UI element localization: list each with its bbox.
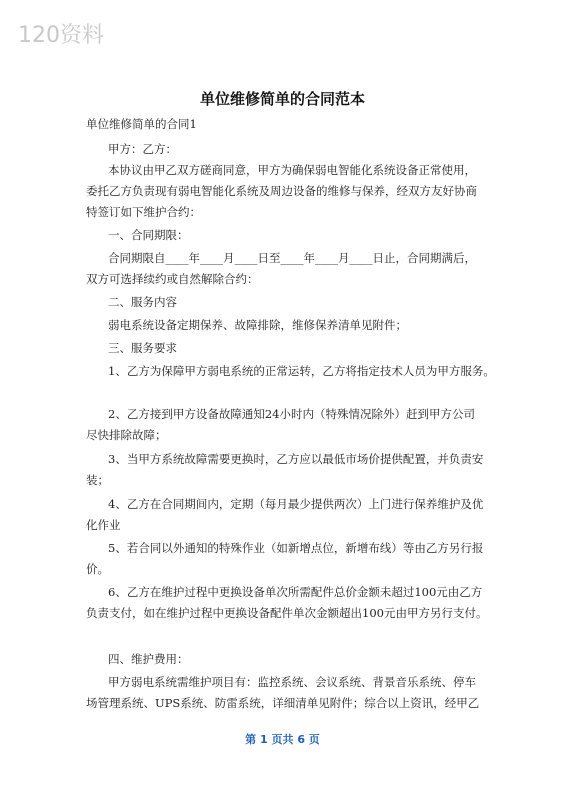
page-number: 第 1 页共 6 页	[245, 733, 320, 746]
paragraph-line: 2、乙方接到甲方设备故障通知24小时内（特殊情况除外）赶到甲方公司	[108, 407, 475, 421]
paragraph-line: 化作业	[86, 518, 121, 532]
section-heading: 一、合同期限：	[108, 228, 189, 242]
paragraph-line: 委托乙方负责现有弱电智能化系统及周边设备的维修与保养，经双方友好协商	[86, 184, 477, 198]
paragraph-line: 价。	[86, 562, 109, 576]
paragraph-line: 特签订如下维护合约：	[86, 205, 201, 219]
section-heading: 四、维护费用：	[108, 652, 189, 666]
paragraph-line: 5、若合同以外通知的特殊作业（如新增点位，新增布线）等由乙方另行报	[108, 541, 484, 555]
document-subtitle: 单位维修简单的合同1	[86, 117, 197, 131]
paragraph-line: 1、乙方为保障甲方弱电系统的正常运转，乙方将指定技术人员为甲方服务。	[108, 364, 495, 378]
paragraph-line: 6、乙方在维护过程中更换设备单次所需配件总价金额未超过100元由乙方	[108, 585, 483, 599]
paragraph-line: 负责支付，如在维护过程中更换设备配件单次金额超出100元由甲方另行支付。	[86, 606, 488, 620]
paragraph-line: 甲方弱电系统需维护项目有：监控系统、会议系统、背景音乐系统、停车	[108, 675, 476, 689]
paragraph-line: 弱电系统设备定期保养、故障排除，维修保养清单见附件；	[108, 318, 407, 332]
document-title: 单位维修简单的合同范本	[199, 90, 365, 108]
paragraph-line: 双方可选择续约或自然解除合约：	[86, 272, 259, 286]
paragraph-line: 合同期限自____年____月____日至____年____月____日止，合同期满后，	[108, 251, 476, 265]
paragraph-line: 3、当甲方系统故障需要更换时，乙方应以最低市场价提供配置，并负责安	[108, 452, 484, 466]
section-heading: 三、服务要求	[108, 341, 177, 355]
watermark-logo: 120资料	[18, 23, 104, 48]
paragraph-line: 尽快排除故障；	[86, 428, 167, 442]
paragraph-line: 场管理系统、UPS系统、防雷系统，详细清单见附件；综合以上资讯，经甲乙	[86, 696, 480, 710]
paragraph-line: 本协议由甲乙双方磋商同意，甲方为确保弱电智能化系统设备正常使用，	[108, 163, 476, 177]
paragraph-line: 甲方：乙方：	[108, 142, 177, 156]
section-heading: 二、服务内容	[108, 295, 177, 309]
paragraph-line: 4、乙方在合同期间内，定期（每月最少提供两次）上门进行保养维护及优	[108, 497, 484, 511]
paragraph-line: 装；	[86, 473, 109, 487]
